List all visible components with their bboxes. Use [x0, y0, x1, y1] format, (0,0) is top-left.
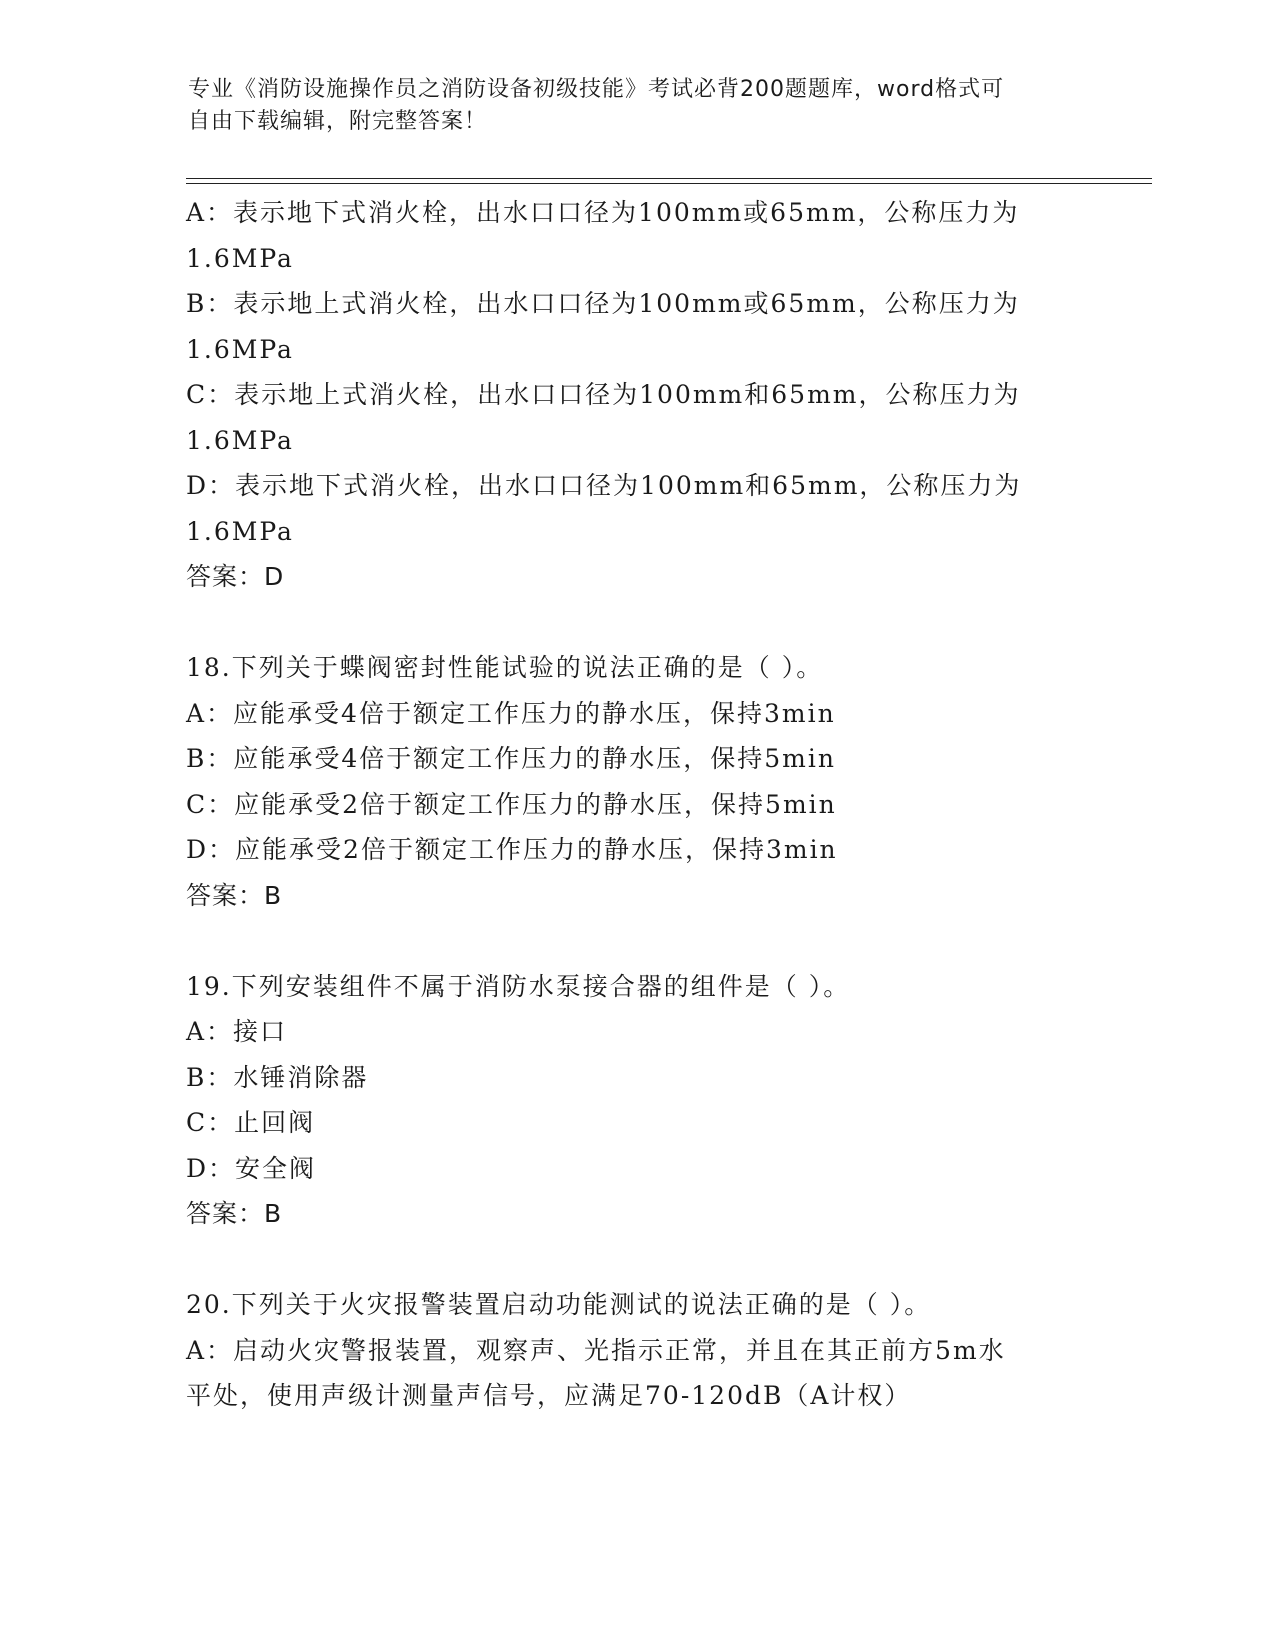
q19-option-c: C：止回阀 — [186, 1108, 316, 1137]
q19-option-b: B：水锤消除器 — [186, 1062, 369, 1092]
q17-option-a-line-2: 1.6MPa — [186, 243, 294, 273]
question-20-block — [186, 1282, 1086, 1419]
spacer — [186, 600, 1086, 646]
q18-option-b: B：应能承受4倍于额定工作压力的静水压，保持5min — [186, 744, 836, 773]
q17-answer: 答案：D — [186, 562, 285, 591]
q19-option-a: A：接口 — [186, 1017, 288, 1046]
q18-option-a: A：应能承受4倍于额定工作压力的静水压，保持3min — [186, 698, 836, 728]
q20-question: 20.下列关于火灾报警装置启动功能测试的说法正确的是（ ）。 — [186, 1290, 932, 1319]
spacer — [186, 918, 1086, 964]
spacer — [186, 1237, 1086, 1283]
q19-question: 19.下列安装组件不属于消防水泵接合器的组件是（ ）。 — [186, 971, 851, 1001]
q18-option-c: C：应能承受2倍于额定工作压力的静水压，保持5min — [186, 789, 837, 819]
header-divider-bottom — [186, 183, 1152, 184]
q20-option-a-line-1: A：启动火灾警报装置，观察声、光指示正常，并且在其正前方5m水 — [186, 1335, 1006, 1365]
question-19-block — [186, 964, 1086, 1237]
header-divider-top — [186, 178, 1152, 179]
question-18-block — [186, 645, 1086, 918]
q20-option-a-line-2: 平处，使用声级计测量声信号，应满足70-120dB（A计权） — [186, 1381, 912, 1410]
q19-answer: 答案：B — [186, 1199, 283, 1228]
q17-option-d-line-2: 1.6MPa — [186, 516, 294, 546]
q17-option-a-line-1: A：表示地下式消火栓，出水口口径为100mm或65mm，公称压力为 — [186, 198, 1020, 227]
q18-question: 18.下列关于蝶阀密封性能试验的说法正确的是（ ）。 — [186, 653, 824, 682]
header-line-2: 自由下载编辑，附完整答案！ — [188, 109, 488, 134]
header-line-1: 专业《消防设施操作员之消防设备初级技能》考试必背200题题库，word格式可 — [188, 77, 1005, 102]
question-17-block — [186, 190, 1086, 600]
document-header — [188, 74, 1068, 138]
q17-option-b-line-2: 1.6MPa — [186, 334, 294, 364]
document-body — [186, 190, 1086, 1419]
q17-option-d-line-1: D：表示地下式消火栓，出水口口径为100mm和65mm，公称压力为 — [186, 471, 1022, 500]
q19-option-d: D：安全阀 — [186, 1153, 317, 1183]
q18-answer: 答案：B — [186, 880, 283, 910]
q18-option-d: D：应能承受2倍于额定工作压力的静水压，保持3min — [186, 835, 838, 864]
q17-option-c-line-2: 1.6MPa — [186, 425, 294, 455]
q17-option-c-line-1: C：表示地上式消火栓，出水口口径为100mm和65mm，公称压力为 — [186, 380, 1021, 409]
q17-option-b-line-1: B：表示地上式消火栓，出水口口径为100mm或65mm，公称压力为 — [186, 289, 1020, 318]
